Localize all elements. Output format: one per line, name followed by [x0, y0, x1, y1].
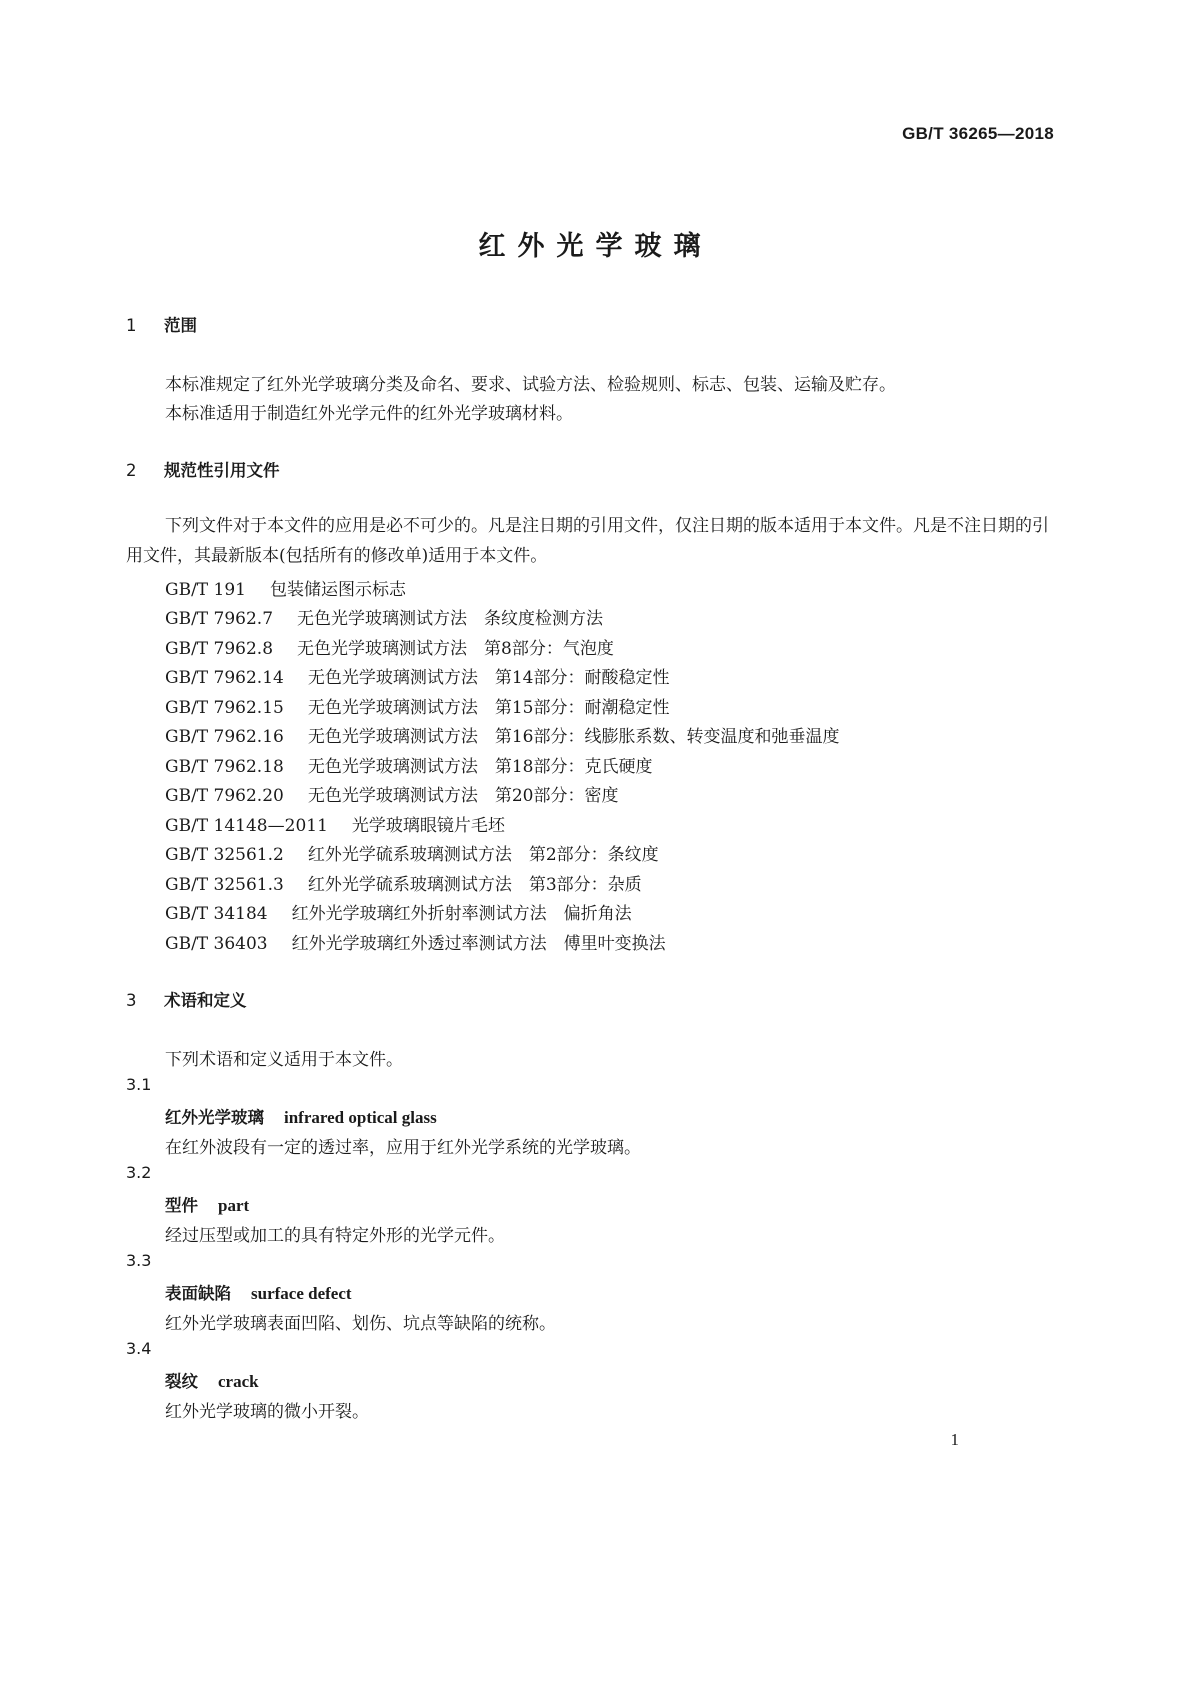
reference-item — [165, 663, 669, 688]
reference-title: 无色光学玻璃测试方法 第20部分：密度 — [307, 786, 619, 806]
reference-item — [165, 811, 505, 836]
term-en: infrared optical glass — [284, 1108, 437, 1127]
term-number: 3.4 — [126, 1339, 152, 1358]
section-1-paragraph: 本标准规定了红外光学玻璃分类及命名、要求、试验方法、检验规则、标志、包装、运输及贮存。 — [165, 375, 896, 395]
reference-item — [165, 929, 666, 954]
reference-title: 光学玻璃眼镜片毛坯 — [351, 816, 505, 836]
term-zh: 型件 — [165, 1196, 198, 1215]
reference-code: GB/T 14148—2011 — [165, 816, 328, 836]
reference-code: GB/T 32561.2 — [165, 845, 284, 865]
reference-code: GB/T 7962.15 — [165, 698, 284, 718]
reference-code: GB/T 7962.16 — [165, 727, 284, 747]
reference-item — [165, 693, 669, 718]
reference-item — [165, 752, 652, 777]
term-definition: 红外光学玻璃的微小开裂。 — [165, 1402, 369, 1422]
section-2-intro: 下列文件对于本文件的应用是必不可少的。凡是注日期的引用文件，仅注日期的版本适用于本文件。凡是不注日期的引用文件，其最新版本(包括所有的修改单)适用于本文件。 — [126, 516, 1049, 566]
term-zh: 红外光学玻璃 — [165, 1108, 264, 1127]
reference-code: GB/T 32561.3 — [165, 875, 284, 895]
term-zh: 裂纹 — [165, 1372, 198, 1391]
term-number: 3.3 — [126, 1251, 152, 1270]
section-number: 3 — [126, 991, 137, 1010]
reference-title: 无色光学玻璃测试方法 第15部分：耐潮稳定性 — [307, 698, 670, 718]
section-3-intro: 下列术语和定义适用于本文件。 — [165, 1050, 403, 1070]
reference-title: 红外光学玻璃红外折射率测试方法 偏折角法 — [291, 904, 632, 924]
reference-code: GB/T 36403 — [165, 934, 268, 954]
term-en: surface defect — [251, 1284, 352, 1303]
term-heading — [165, 1104, 437, 1128]
term-number: 3.1 — [126, 1075, 152, 1094]
reference-item — [165, 870, 642, 895]
section-1-heading — [126, 312, 197, 336]
term-definition: 红外光学玻璃表面凹陷、划伤、坑点等缺陷的统称。 — [165, 1314, 556, 1334]
section-3-heading — [126, 987, 247, 1011]
reference-item — [165, 604, 603, 629]
reference-code: GB/T 7962.7 — [165, 609, 274, 629]
reference-title: 无色光学玻璃测试方法 第16部分：线膨胀系数、转变温度和弛垂温度 — [307, 727, 840, 747]
reference-code: GB/T 7962.18 — [165, 757, 284, 777]
reference-item — [165, 575, 406, 600]
term-definition: 在红外波段有一定的透过率，应用于红外光学系统的光学玻璃。 — [165, 1138, 641, 1158]
term-heading — [165, 1280, 352, 1304]
reference-title: 无色光学玻璃测试方法 第18部分：克氏硬度 — [307, 757, 653, 777]
reference-code: GB/T 7962.14 — [165, 668, 284, 688]
term-number: 3.2 — [126, 1163, 152, 1182]
reference-title: 无色光学玻璃测试方法 第8部分：气泡度 — [297, 639, 614, 659]
term-heading — [165, 1192, 249, 1216]
section-number: 2 — [126, 461, 137, 480]
reference-item — [165, 634, 614, 659]
reference-code: GB/T 191 — [165, 580, 246, 600]
reference-title: 红外光学硫系玻璃测试方法 第2部分：条纹度 — [307, 845, 659, 865]
reference-title: 红外光学玻璃红外透过率测试方法 傅里叶变换法 — [291, 934, 666, 954]
reference-title: 无色光学玻璃测试方法 条纹度检测方法 — [297, 609, 604, 629]
reference-title: 包装储运图示标志 — [270, 580, 406, 600]
reference-code: GB/T 7962.8 — [165, 639, 274, 659]
reference-item — [165, 899, 632, 924]
reference-item — [165, 781, 618, 806]
reference-title: 无色光学玻璃测试方法 第14部分：耐酸稳定性 — [307, 668, 670, 688]
reference-item — [165, 840, 659, 865]
document-title: 红外光学玻璃 — [478, 231, 713, 262]
section-title: 规范性引用文件 — [164, 461, 280, 480]
standard-code: GB/T 36265—2018 — [902, 124, 1054, 143]
reference-code: GB/T 34184 — [165, 904, 268, 924]
term-en: part — [218, 1196, 250, 1215]
term-definition: 经过压型或加工的具有特定外形的光学元件。 — [165, 1226, 505, 1246]
section-2-heading — [126, 457, 280, 481]
reference-code: GB/T 7962.20 — [165, 786, 284, 806]
reference-title: 红外光学硫系玻璃测试方法 第3部分：杂质 — [307, 875, 642, 895]
term-zh: 表面缺陷 — [165, 1284, 231, 1303]
section-title: 术语和定义 — [164, 991, 247, 1010]
section-number: 1 — [126, 316, 137, 335]
section-1-paragraph: 本标准适用于制造红外光学元件的红外光学玻璃材料。 — [165, 404, 573, 424]
term-heading — [165, 1368, 259, 1392]
section-title: 范围 — [164, 316, 197, 335]
term-en: crack — [218, 1372, 259, 1391]
page-number: 1 — [950, 1430, 959, 1449]
reference-item — [165, 722, 839, 747]
